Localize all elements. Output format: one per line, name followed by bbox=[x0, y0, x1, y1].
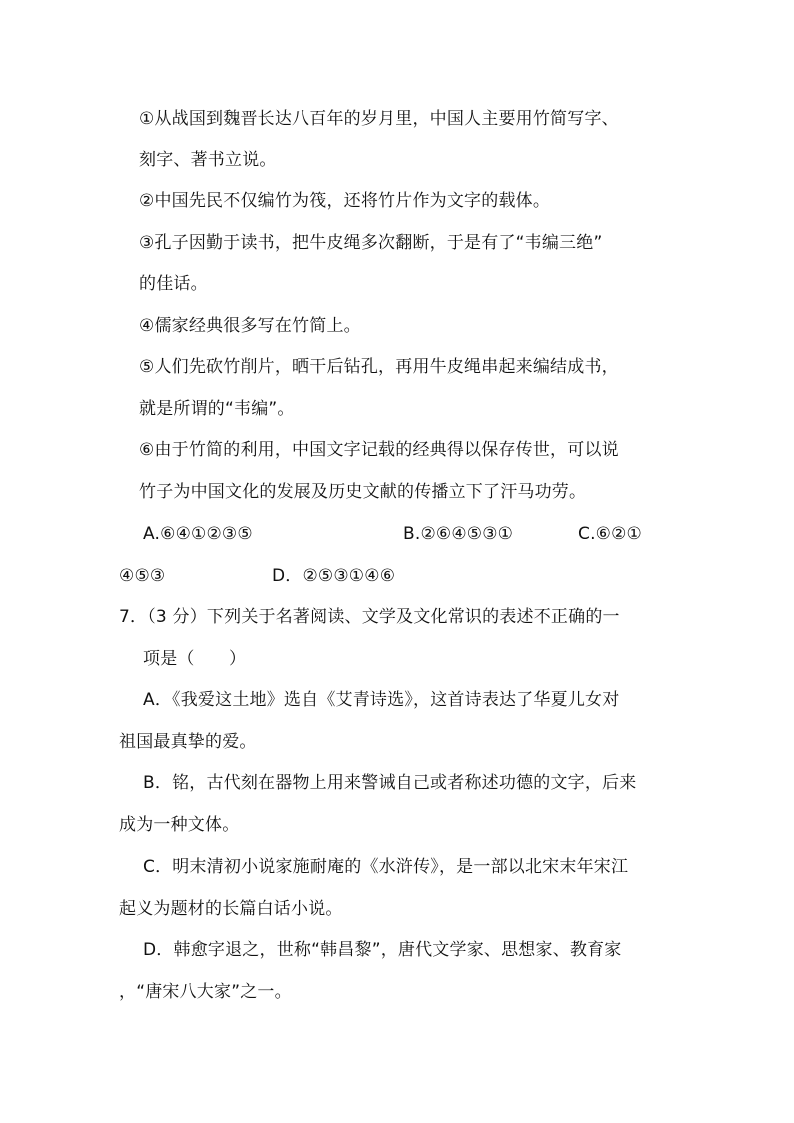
q6-option-c-part-2: ④⑤③ bbox=[119, 566, 166, 586]
q6-option-c-part-1: C.⑥②① bbox=[578, 524, 642, 544]
q6-option-d: D．②⑤③①④⑥ bbox=[272, 566, 396, 586]
sentence-1-line-1: ①从战国到魏晋长达八百年的岁月里，中国人主要用竹简写字、 bbox=[139, 109, 619, 129]
sentence-5-line-2: 就是所谓的“韦编”。 bbox=[139, 399, 295, 419]
sentence-2-line-1: ②中国先民不仅编竹为筏，还将竹片作为文字的载体。 bbox=[139, 191, 551, 211]
q7-option-b-line-2: 成为一种文体。 bbox=[119, 815, 240, 835]
sentence-1-line-2: 刻字、著书立说。 bbox=[139, 150, 277, 170]
q7-option-c-line-2: 起义为题材的长篇白话小说。 bbox=[119, 899, 343, 919]
sentence-3-line-1: ③孔子因勤于读书，把牛皮绳多次翻断，于是有了“韦编三绝” bbox=[139, 233, 603, 253]
q7-option-d-line-1: D．韩愈字退之，世称“韩昌黎”，唐代文学家、思想家、教育家 bbox=[143, 940, 622, 960]
q6-option-a: A.⑥④①②③⑤ bbox=[143, 524, 253, 544]
sentence-4-line-1: ④儒家经典很多写在竹简上。 bbox=[139, 316, 361, 336]
q6-option-b: B.②⑥④⑤③① bbox=[403, 524, 514, 544]
q7-stem-line-1: 7．（3 分）下列关于名著阅读、文学及文化常识的表述不正确的一 bbox=[119, 607, 620, 627]
q7-option-b-line-1: B．铭，古代刻在器物上用来警诫自己或者称述功德的文字，后来 bbox=[143, 773, 637, 793]
q7-option-d-line-2: ，“唐宋八大家”之一。 bbox=[119, 982, 292, 1002]
q7-stem-line-2: 项是（ ） bbox=[143, 649, 247, 669]
sentence-6-line-1: ⑥由于竹简的利用，中国文字记载的经典得以保存传世，可以说 bbox=[139, 440, 619, 460]
q7-option-a-line-2: 祖国最真挚的爱。 bbox=[119, 732, 257, 752]
sentence-3-line-2: 的佳话。 bbox=[139, 274, 208, 294]
q7-option-a-line-1: A．《我爱这土地》选自《艾青诗选》，这首诗表达了华夏儿女对 bbox=[143, 690, 620, 710]
sentence-6-line-2: 竹子为中国文化的发展及历史文献的传播立下了汗马功劳。 bbox=[139, 482, 587, 502]
sentence-5-line-1: ⑤人们先砍竹削片，晒干后钻孔，再用牛皮绳串起来编结成书， bbox=[139, 357, 619, 377]
q7-option-c-line-1: C．明末清初小说家施耐庵的《水浒传》，是一部以北宋末年宋江 bbox=[143, 857, 629, 877]
